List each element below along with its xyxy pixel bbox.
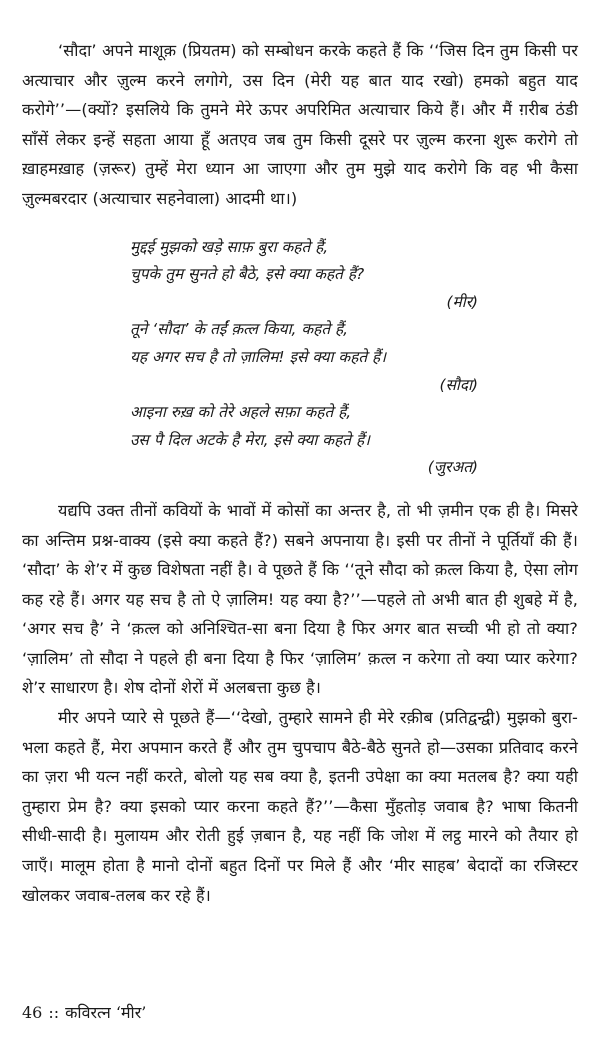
- intro-paragraph: ‘सौदा’ अपने माशूक़ (प्रियतम) को सम्बोधन करके कहते हैं कि ‘‘जिस दिन तुम किसी पर अत्याचार और ज़ुल्म करने लगोगे, उस दिन (मेरी यह बात याद रखो) हमको बहुत याद करोगे’’—(क्यों? इसलिये कि तुमने मेरे ऊपर अपरिमित अत्याचार किये हैं। और मैं ग़रीब ठंडी साँसें लेकर इन्हें सहता आया हूँ अतएव जब तुम किसी दूसरे पर ज़ुल्म करना शुरू करोगे तो ख़ाहमख़ाह (ज़रूर) तुम्हें मेरा ध्यान आ जाएगा और तुम मुझे याद करोगे कि वह भी कैसा ज़ुल्मबरदार (अत्याचार सहनेवाला) आदमी था।): [22, 41, 578, 208]
- verse-line: यह अगर सच है तो ज़ालिम! इसे क्या कहते हैं।: [130, 347, 387, 366]
- verse-block: [130, 234, 478, 482]
- meer-analysis-paragraph: मीर अपने प्यारे से पूछते हैं—‘‘देखो, तुम्हारे सामने ही मेरे रक़ीब (प्रतिद्वन्द्वी) मुझको बुरा-भला कहते हैं, मेरा अपमान करते हैं और तुम चुपचाप बैठे-बैठे सुनते हो—उसका प्रतिवाद करने का ज़रा भी यत्न नहीं करते, बोलो यह सब क्या है, इतनी उपेक्षा का क्या मतलब है? क्या यही तुम्हारा प्रेम है? क्या इसको प्यार करना कहते हैं?’’—कैसा मुँहतोड़ जवाब है? भाषा कितनी सीधी-सादी है। मुलायम और रोती हुई ज़बान है, यह नहीं कि जोश में लट्ठ मारने को तैयार हो जाएँ। मालूम होता है मानो दोनों बहुत दिनों पर मिले हैं और ‘मीर साहब’ बेदादों का रजिस्टर खोलकर जवाब-तलब कर रहे हैं।: [22, 708, 578, 905]
- poet-attribution: (सौदा): [439, 375, 478, 394]
- analysis-paragraph: यद्यपि उक्त तीनों कवियों के भावों में कोसों का अन्तर है, तो भी ज़मीन एक ही है। मिसरे का अन्तिम प्रश्न-वाक्य (इसे क्या कहते हैं?) सबने अपनाया है। इसी पर तीनों ने पूर्तियाँ की हैं। ‘सौदा’ के शे’र में कुछ विशेषता नहीं है। वे पूछते हैं कि ‘‘तूने सौदा को क़त्ल किया है, ऐसा लोग कह रहे हैं। अगर यह सच है तो ऐ ज़ालिम! यह क्या है?’’—पहले तो अभी बात ही शुबहे में है, ‘अगर सच है’ ने ‘क़त्ल को अनिश्चित-सा बना दिया है फिर अगर बात सच्ची भी हो तो क्या? ‘ज़ालिम’ तो सौदा ने पहले ही बना दिया है फिर ‘ज़ालिम’ क़त्ल न करेगा तो क्या प्यार करेगा? शे’र साधारण है। शेष दोनों शेरों में अलबत्ता कुछ है।: [22, 500, 578, 698]
- running-title: कविरत्न ‘मीर’: [65, 1003, 147, 1022]
- page-number: 46: [22, 1003, 43, 1022]
- verse-line: तूने ‘सौदा’ के तईं क़त्ल किया, कहते हैं,: [130, 320, 349, 339]
- poet-attribution: (मीर): [446, 292, 478, 311]
- couplet-sauda: [130, 316, 478, 399]
- footer-separator: ::: [48, 1003, 60, 1022]
- verse-line: मुद्दई मुझको खड़े साफ़ बुरा कहते हैं,: [130, 237, 329, 256]
- verse-line: उस पै दिल अटके है मेरा, इसे क्या कहते हैं।: [130, 430, 370, 449]
- page-footer: [22, 1003, 146, 1023]
- verse-line: आइना रुख़ को तेरे अहले सफ़ा कहते हैं,: [130, 403, 352, 422]
- poet-attribution: (जुरअत): [427, 458, 478, 477]
- couplet-meer: [130, 234, 478, 317]
- verse-line: चुपके तुम सुनते हो बैठे, इसे क्या कहते हैं?: [130, 265, 365, 284]
- couplet-jurat: [130, 399, 478, 482]
